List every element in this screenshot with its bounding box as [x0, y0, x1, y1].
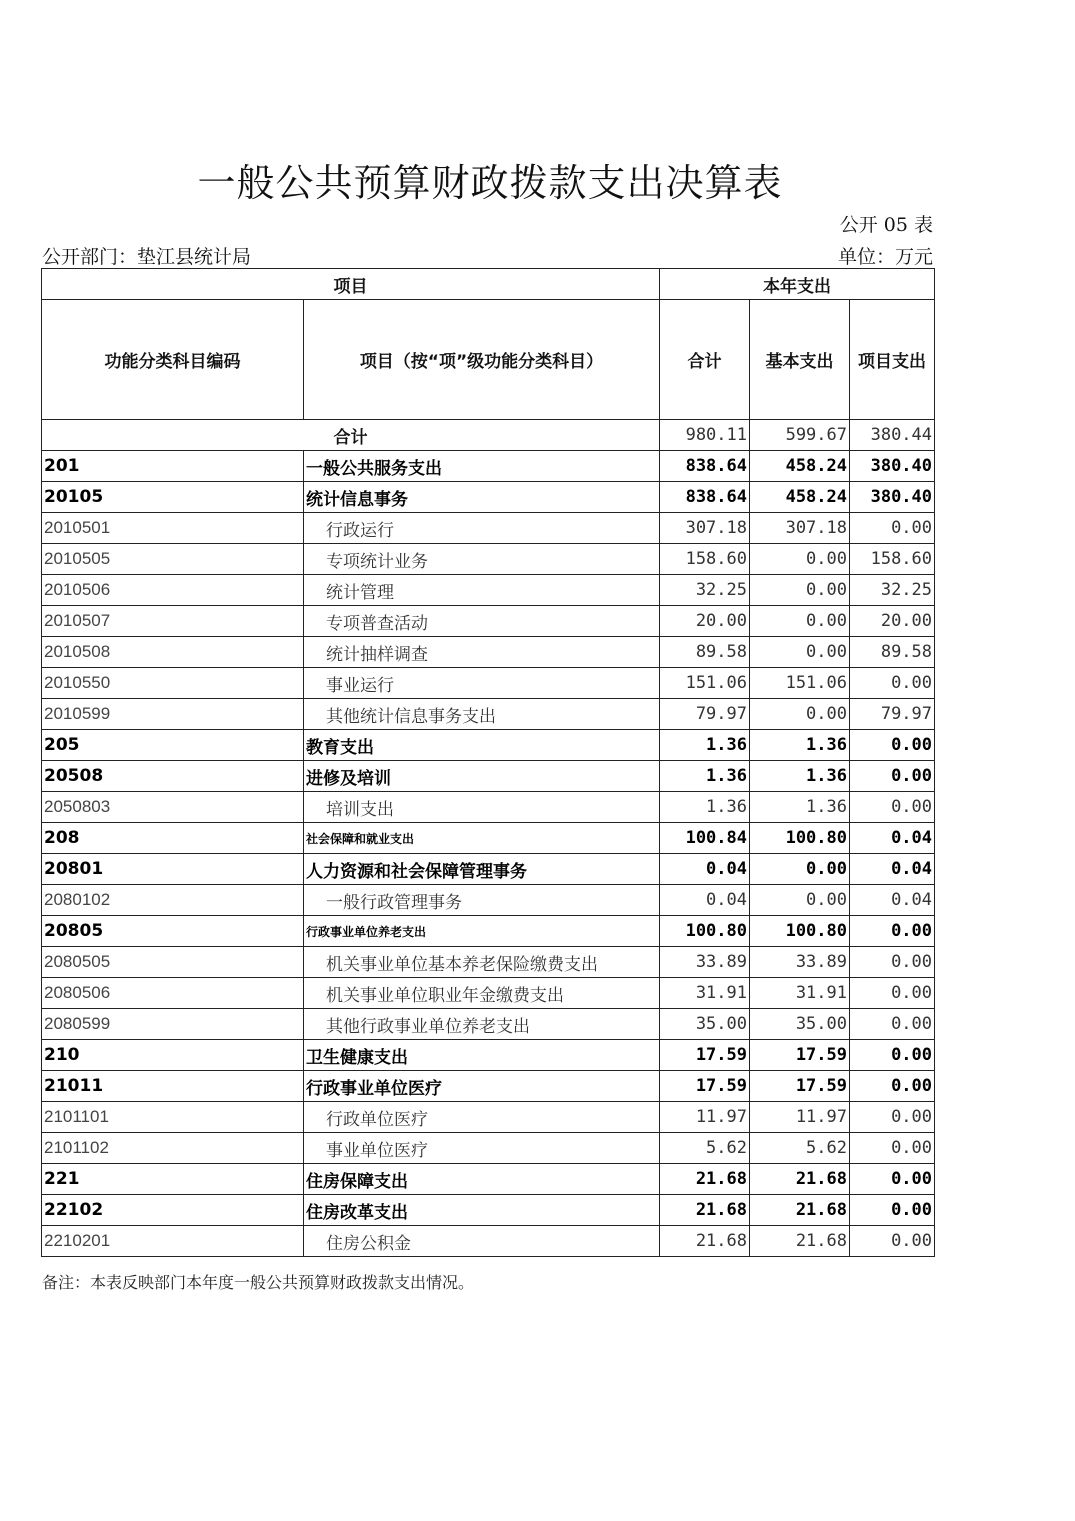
row-project: 0.04	[850, 823, 935, 854]
header-project: 项目支出	[850, 300, 935, 420]
row-name: 教育支出	[304, 730, 660, 761]
row-total: 0.04	[660, 885, 750, 916]
row-basic: 1.36	[750, 761, 850, 792]
row-code: 20508	[42, 761, 304, 792]
row-basic: 100.80	[750, 916, 850, 947]
row-total: 0.04	[660, 854, 750, 885]
row-project: 89.58	[850, 637, 935, 668]
row-code: 2050803	[42, 792, 304, 823]
row-project: 0.00	[850, 916, 935, 947]
row-name: 统计管理	[304, 575, 660, 606]
row-basic: 21.68	[750, 1195, 850, 1226]
row-total: 1.36	[660, 792, 750, 823]
row-code: 221	[42, 1164, 304, 1195]
row-basic: 0.00	[750, 854, 850, 885]
row-name: 机关事业单位基本养老保险缴费支出	[304, 947, 660, 978]
row-name: 一般行政管理事务	[304, 885, 660, 916]
table-row	[42, 668, 935, 699]
row-total: 100.80	[660, 916, 750, 947]
row-name: 机关事业单位职业年金缴费支出	[304, 978, 660, 1009]
row-basic: 0.00	[750, 544, 850, 575]
header-current-year: 本年支出	[660, 269, 935, 300]
row-total: 1.36	[660, 730, 750, 761]
row-basic: 17.59	[750, 1071, 850, 1102]
row-code: 20105	[42, 482, 304, 513]
table-row	[42, 1009, 935, 1040]
table-row	[42, 1164, 935, 1195]
row-name: 一般公共服务支出	[304, 451, 660, 482]
header-code: 功能分类科目编码	[42, 300, 304, 420]
row-code: 2101101	[42, 1102, 304, 1133]
row-basic: 0.00	[750, 885, 850, 916]
row-total: 21.68	[660, 1226, 750, 1257]
row-name: 事业单位医疗	[304, 1133, 660, 1164]
row-project: 0.00	[850, 1071, 935, 1102]
row-project: 0.00	[850, 1226, 935, 1257]
table-row	[42, 575, 935, 606]
row-code: 2080505	[42, 947, 304, 978]
row-basic: 17.59	[750, 1040, 850, 1071]
header-item: 项目	[42, 269, 660, 300]
row-name: 其他行政事业单位养老支出	[304, 1009, 660, 1040]
row-project: 0.00	[850, 1102, 935, 1133]
row-project: 0.00	[850, 792, 935, 823]
table-row	[42, 699, 935, 730]
row-total: 838.64	[660, 482, 750, 513]
row-name: 专项普查活动	[304, 606, 660, 637]
row-code: 2010506	[42, 575, 304, 606]
row-project: 0.00	[850, 730, 935, 761]
row-code: 2010508	[42, 637, 304, 668]
row-basic: 31.91	[750, 978, 850, 1009]
row-basic: 1.36	[750, 730, 850, 761]
table-row	[42, 1226, 935, 1257]
table-row	[42, 1040, 935, 1071]
row-total: 100.84	[660, 823, 750, 854]
row-code: 201	[42, 451, 304, 482]
row-total: 89.58	[660, 637, 750, 668]
row-project: 0.00	[850, 668, 935, 699]
row-project: 158.60	[850, 544, 935, 575]
row-name: 行政事业单位养老支出	[304, 916, 660, 947]
row-name: 人力资源和社会保障管理事务	[304, 854, 660, 885]
row-name: 住房公积金	[304, 1226, 660, 1257]
row-basic: 0.00	[750, 699, 850, 730]
row-project: 0.00	[850, 1195, 935, 1226]
row-code: 210	[42, 1040, 304, 1071]
row-name: 培训支出	[304, 792, 660, 823]
row-total: 158.60	[660, 544, 750, 575]
table-row	[42, 606, 935, 637]
row-total: 20.00	[660, 606, 750, 637]
total-basic: 599.67	[750, 420, 850, 451]
row-name: 事业运行	[304, 668, 660, 699]
row-project: 380.40	[850, 482, 935, 513]
row-project: 0.00	[850, 761, 935, 792]
row-project: 0.04	[850, 854, 935, 885]
row-basic: 458.24	[750, 482, 850, 513]
table-row	[42, 978, 935, 1009]
row-name: 社会保障和就业支出	[304, 823, 660, 854]
total-row	[42, 420, 935, 451]
row-total: 17.59	[660, 1040, 750, 1071]
row-code: 2210201	[42, 1226, 304, 1257]
row-code: 2010550	[42, 668, 304, 699]
table-number: 公开 05 表	[839, 214, 933, 236]
table-row	[42, 761, 935, 792]
total-label: 合计	[42, 420, 660, 451]
table-row	[42, 1071, 935, 1102]
row-code: 20801	[42, 854, 304, 885]
table-row	[42, 792, 935, 823]
page-title: 一般公共预算财政拨款支出决算表	[197, 161, 783, 205]
footnote: 备注：本表反映部门本年度一般公共预算财政拨款支出情况。	[42, 1273, 475, 1292]
row-basic: 35.00	[750, 1009, 850, 1040]
row-name: 行政单位医疗	[304, 1102, 660, 1133]
table-row	[42, 854, 935, 885]
row-total: 35.00	[660, 1009, 750, 1040]
table-row	[42, 637, 935, 668]
row-basic: 21.68	[750, 1164, 850, 1195]
row-name: 其他统计信息事务支出	[304, 699, 660, 730]
table-row	[42, 513, 935, 544]
table-row	[42, 885, 935, 916]
row-basic: 100.80	[750, 823, 850, 854]
row-name: 行政事业单位医疗	[304, 1071, 660, 1102]
row-code: 2080599	[42, 1009, 304, 1040]
row-project: 0.00	[850, 1009, 935, 1040]
row-code: 20805	[42, 916, 304, 947]
row-project: 0.00	[850, 1040, 935, 1071]
row-total: 1.36	[660, 761, 750, 792]
row-basic: 11.97	[750, 1102, 850, 1133]
row-name: 进修及培训	[304, 761, 660, 792]
row-basic: 151.06	[750, 668, 850, 699]
total-project: 380.44	[850, 420, 935, 451]
row-project: 32.25	[850, 575, 935, 606]
row-code: 2101102	[42, 1133, 304, 1164]
row-total: 307.18	[660, 513, 750, 544]
row-basic: 5.62	[750, 1133, 850, 1164]
row-basic: 0.00	[750, 637, 850, 668]
total-total: 980.11	[660, 420, 750, 451]
row-code: 2010505	[42, 544, 304, 575]
row-project: 0.00	[850, 947, 935, 978]
header-total: 合计	[660, 300, 750, 420]
row-total: 32.25	[660, 575, 750, 606]
row-code: 208	[42, 823, 304, 854]
row-basic: 0.00	[750, 606, 850, 637]
table-row	[42, 1133, 935, 1164]
row-name: 行政运行	[304, 513, 660, 544]
row-total: 17.59	[660, 1071, 750, 1102]
row-project: 380.40	[850, 451, 935, 482]
table-row	[42, 916, 935, 947]
row-total: 21.68	[660, 1164, 750, 1195]
row-total: 21.68	[660, 1195, 750, 1226]
row-code: 2010501	[42, 513, 304, 544]
row-total: 151.06	[660, 668, 750, 699]
unit-label: 单位：万元	[837, 246, 933, 268]
row-project: 0.04	[850, 885, 935, 916]
row-total: 838.64	[660, 451, 750, 482]
row-name: 卫生健康支出	[304, 1040, 660, 1071]
table-row	[42, 823, 935, 854]
row-total: 79.97	[660, 699, 750, 730]
row-total: 31.91	[660, 978, 750, 1009]
row-name: 住房保障支出	[304, 1164, 660, 1195]
table-row	[42, 947, 935, 978]
row-basic: 33.89	[750, 947, 850, 978]
table-row	[42, 482, 935, 513]
row-code: 2010599	[42, 699, 304, 730]
table-row	[42, 730, 935, 761]
row-total: 11.97	[660, 1102, 750, 1133]
row-total: 33.89	[660, 947, 750, 978]
row-project: 20.00	[850, 606, 935, 637]
row-name: 专项统计业务	[304, 544, 660, 575]
department-label: 公开部门：垫江县统计局	[42, 246, 252, 268]
row-code: 2080506	[42, 978, 304, 1009]
row-basic: 458.24	[750, 451, 850, 482]
row-name: 统计信息事务	[304, 482, 660, 513]
header-basic: 基本支出	[750, 300, 850, 420]
row-total: 5.62	[660, 1133, 750, 1164]
row-name: 统计抽样调查	[304, 637, 660, 668]
row-name: 住房改革支出	[304, 1195, 660, 1226]
row-basic: 21.68	[750, 1226, 850, 1257]
header-item-detail: 项目（按“项”级功能分类科目）	[304, 300, 660, 420]
row-code: 2080102	[42, 885, 304, 916]
row-basic: 307.18	[750, 513, 850, 544]
row-project: 79.97	[850, 699, 935, 730]
expenditure-table	[41, 268, 935, 1257]
row-project: 0.00	[850, 513, 935, 544]
row-code: 21011	[42, 1071, 304, 1102]
row-code: 205	[42, 730, 304, 761]
row-code: 22102	[42, 1195, 304, 1226]
row-basic: 1.36	[750, 792, 850, 823]
table-row	[42, 1102, 935, 1133]
row-project: 0.00	[850, 1133, 935, 1164]
row-basic: 0.00	[750, 575, 850, 606]
table-row	[42, 451, 935, 482]
row-code: 2010507	[42, 606, 304, 637]
row-project: 0.00	[850, 1164, 935, 1195]
table-row	[42, 1195, 935, 1226]
row-project: 0.00	[850, 978, 935, 1009]
table-row	[42, 544, 935, 575]
